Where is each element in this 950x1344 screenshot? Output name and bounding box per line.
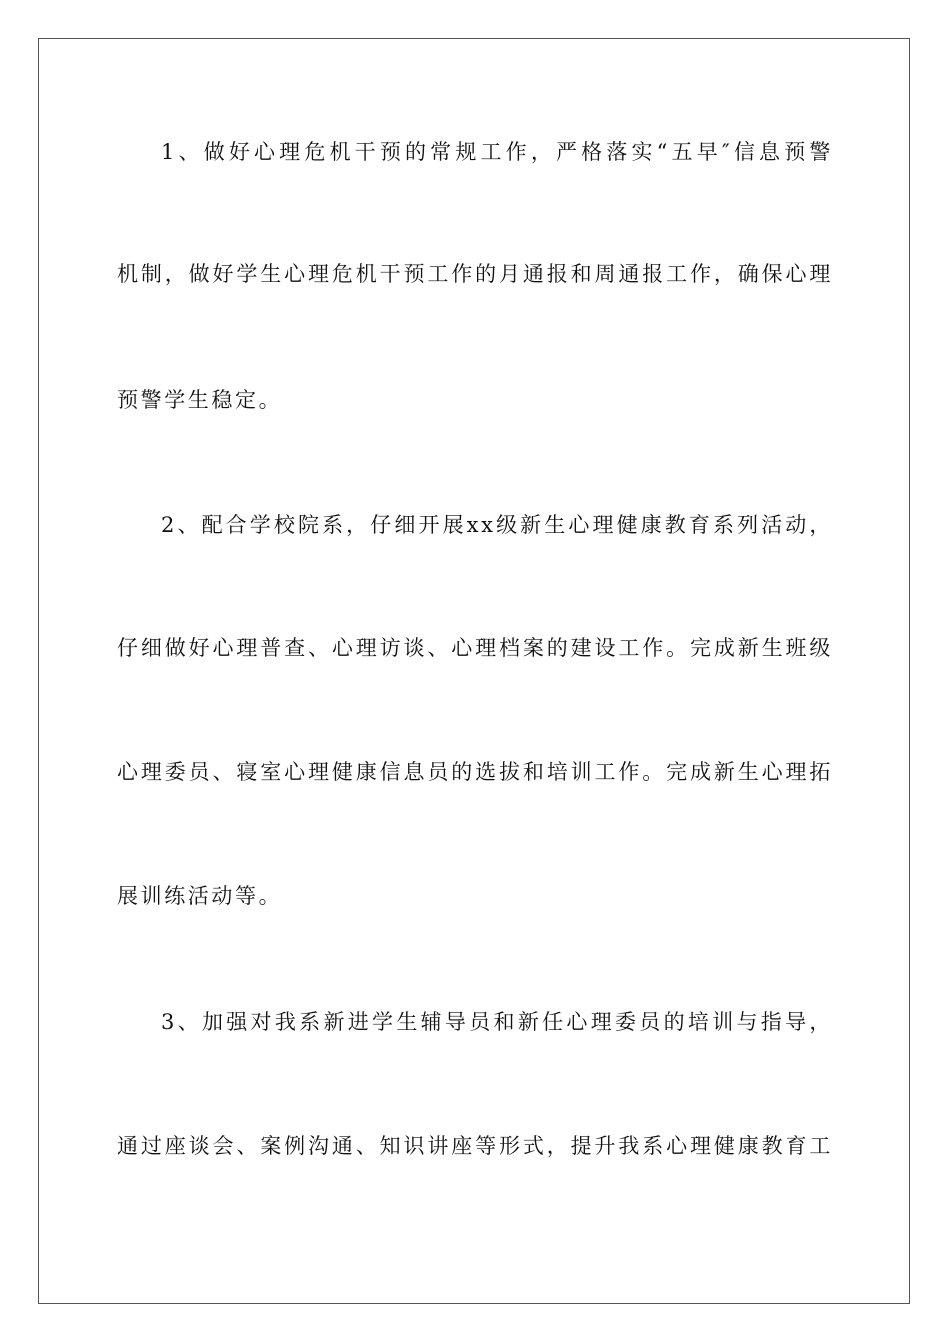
- paragraph-1-line-1: 1、做好心理危机干预的常规工作，严格落实“五早″信息预警: [161, 140, 833, 164]
- paragraph-2-line-1: 2、配合学校院系，仔细开展xx级新生心理健康教育系列活动，: [161, 513, 833, 537]
- page-border: [38, 38, 910, 1304]
- paragraph-1-line-3: 预警学生稳定。: [117, 388, 283, 412]
- paragraph-2-line-3: 心理委员、寝室心理健康信息员的选拔和培训工作。完成新生心理拓: [117, 760, 833, 784]
- paragraph-3-line-1: 3、加强对我系新进学生辅导员和新任心理委员的培训与指导，: [161, 1010, 833, 1034]
- paragraph-3-line-2: 通过座谈会、案例沟通、知识讲座等形式，提升我系心理健康教育工: [117, 1134, 833, 1158]
- paragraph-1-line-2: 机制，做好学生心理危机干预工作的月通报和周通报工作，确保心理: [117, 262, 833, 286]
- paragraph-2-line-2: 仔细做好心理普查、心理访谈、心理档案的建设工作。完成新生班级: [117, 636, 833, 660]
- paragraph-2-line-4: 展训练活动等。: [117, 884, 283, 908]
